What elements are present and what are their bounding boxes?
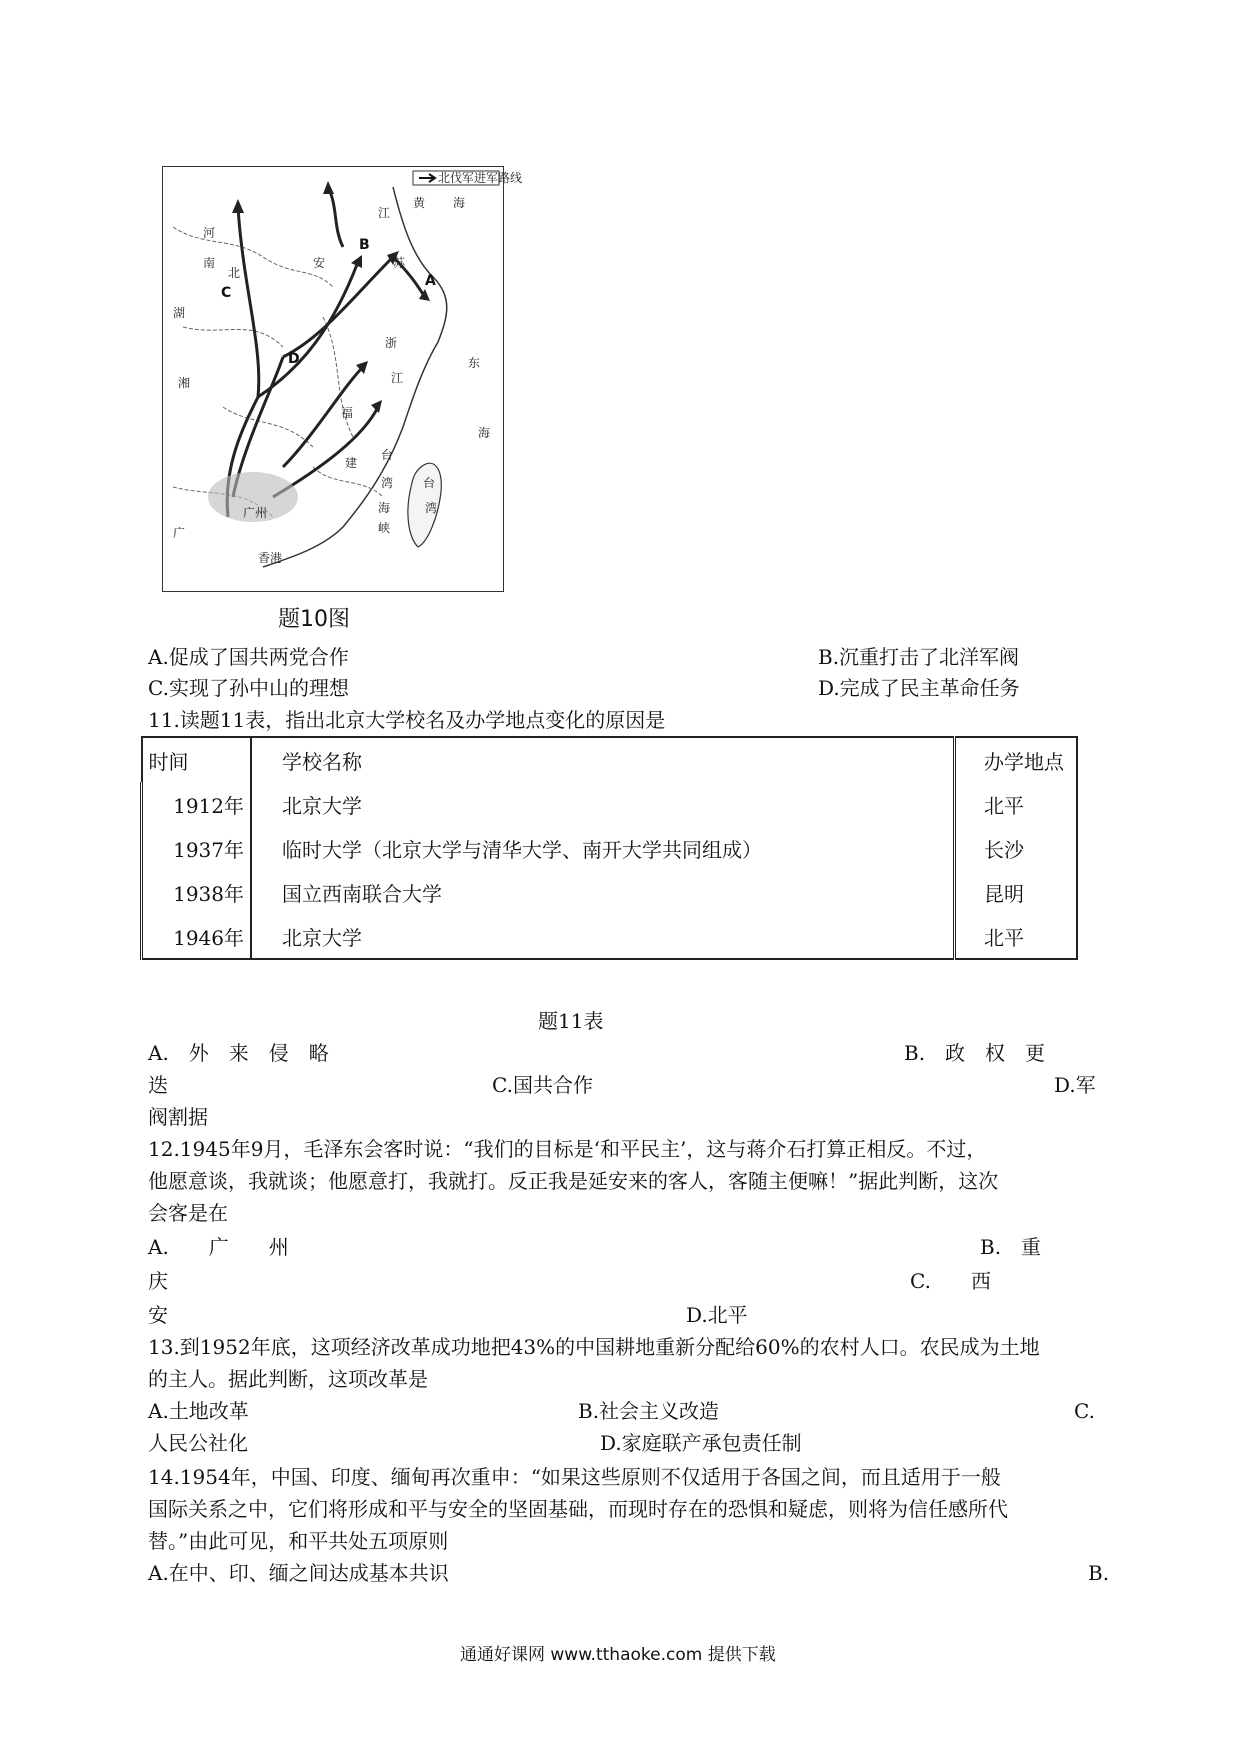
q11-option-d: D.军	[1054, 1073, 1096, 1097]
q11-stem: 11.读题11表，指出北京大学校名及办学地点变化的原因是	[148, 708, 666, 732]
q12-option-a: A. 广 州	[148, 1235, 289, 1259]
label-bei: 北	[228, 266, 241, 280]
q10-option-b: B.沉重打击了北洋军阀	[818, 645, 1020, 669]
label-wan: 湾	[381, 476, 394, 490]
q12-option-b-cont: 庆	[148, 1269, 168, 1293]
map-point-c: C	[221, 285, 232, 301]
label-tai2: 台	[423, 476, 436, 490]
q10-option-a: A.促成了国共两党合作	[148, 645, 349, 669]
q14-option-b: B.	[1088, 1561, 1110, 1585]
map-caption: 题10图	[278, 607, 350, 632]
q13-option-c: C.	[1074, 1399, 1095, 1423]
map-point-d: D	[288, 351, 300, 367]
table-row	[142, 870, 1078, 914]
q12-option-c: C. 西	[910, 1269, 991, 1293]
label-fu: 福	[341, 406, 354, 420]
q11-option-b-cont: 迭	[148, 1073, 168, 1097]
q13-option-b: B.社会主义改造	[578, 1399, 720, 1423]
label-su: 苏	[393, 256, 406, 270]
cell-place: 长沙	[984, 837, 1024, 862]
cell-name: 临时大学（北京大学与清华大学、南开大学共同组成）	[251, 826, 955, 870]
map-point-b: B	[359, 237, 370, 253]
q11-table	[140, 736, 1078, 960]
q11-option-b: B. 政 权 更	[904, 1041, 1046, 1065]
q12-option-c-cont: 安	[148, 1303, 168, 1327]
label-guang: 广	[173, 526, 186, 540]
label-xianggang: 香港	[258, 551, 283, 565]
q12-option-d: D.北平	[686, 1303, 748, 1327]
q12-line-3: 会客是在	[148, 1201, 228, 1225]
q10-option-c: C.实现了孙中山的理想	[148, 676, 349, 700]
cell-name: 北京大学	[251, 782, 955, 826]
header-name: 学校名称	[251, 737, 955, 782]
q12-option-b: B. 重	[980, 1235, 1042, 1259]
label-henan: 河	[203, 226, 216, 240]
q10-option-d: D.完成了民主革命任务	[818, 676, 1020, 700]
label-xia: 峡	[378, 521, 391, 535]
q11-table-caption: 题11表	[538, 1009, 604, 1033]
header-time: 时间	[142, 737, 252, 782]
cell-name: 国立西南联合大学	[251, 870, 955, 914]
q11-option-a: A. 外 来 侵 略	[148, 1041, 329, 1065]
label-tai: 台	[381, 448, 394, 462]
q11-option-d-cont: 阀割据	[148, 1105, 208, 1129]
header-place: 办学地点	[984, 749, 1064, 774]
page-footer: 通通好课网 www.tthaoke.com 提供下载	[460, 1645, 776, 1665]
q13-option-a: A.土地改革	[148, 1399, 249, 1423]
label-jian: 建	[345, 456, 358, 470]
q14-line-1: 14.1954年，中国、印度、缅甸再次重申：“如果这些原则不仅适用于各国之间，而且适用于一般	[148, 1465, 1001, 1489]
map-legend-text: 北伐军进军路线	[438, 171, 523, 185]
expedition-routes	[227, 187, 425, 517]
cell-time: 1938年	[142, 870, 252, 914]
label-hai3: 海	[378, 501, 391, 515]
table-row	[142, 914, 1078, 959]
cell-place: 北平	[984, 925, 1024, 950]
label-guangzhou: 广州	[243, 506, 268, 520]
cell-place: 北平	[984, 793, 1024, 818]
q13-option-d: D.家庭联产承包责任制	[600, 1431, 802, 1455]
cell-place: 昆明	[984, 881, 1024, 906]
table-header-row	[142, 737, 1078, 782]
q14-line-3: 替。”由此可见，和平共处五项原则	[148, 1529, 449, 1553]
label-xiang: 湘	[178, 376, 191, 390]
map-point-a: A	[425, 273, 436, 289]
label-huang: 黄	[413, 196, 426, 210]
q12-line-2: 他愿意谈，我就谈；他愿意打，我就打。反正我是延安来的客人，客随主便嘛！”据此判断，这次	[148, 1169, 999, 1193]
cell-name: 北京大学	[251, 914, 955, 959]
label-jiang: 江	[378, 206, 391, 220]
label-hu: 湖	[173, 306, 186, 320]
cell-time: 1937年	[142, 826, 252, 870]
label-wan2: 湾	[425, 501, 438, 515]
q13-line-2: 的主人。据此判断，这项改革是	[148, 1367, 428, 1391]
q11-option-c: C.国共合作	[492, 1073, 593, 1097]
label-zhe: 浙	[385, 336, 398, 350]
label-hai1: 海	[453, 196, 466, 210]
label-hai2: 海	[478, 426, 491, 440]
northern-expedition-map	[163, 167, 523, 591]
map-figure	[162, 166, 523, 592]
label-nan: 南	[203, 256, 216, 270]
label-dong: 东	[468, 356, 481, 370]
cell-time: 1946年	[142, 914, 252, 959]
cell-time: 1912年	[142, 782, 252, 826]
q13-option-c-cont: 人民公社化	[148, 1431, 248, 1455]
label-jiang2: 江	[391, 371, 404, 385]
q13-line-1: 13.到1952年底，这项经济改革成功地把43%的中国耕地重新分配给60%的农村人口。农民成为土地	[148, 1335, 1040, 1359]
label-an: 安	[313, 256, 326, 270]
q12-line-1: 12.1945年9月，毛泽东会客时说：“我们的目标是‘和平民主’，这与蒋介石打算正相反。不过，	[148, 1137, 987, 1161]
table-row	[142, 826, 1078, 870]
q14-option-a: A.在中、印、缅之间达成基本共识	[148, 1561, 449, 1585]
q14-line-2: 国际关系之中，它们将形成和平与安全的坚固基础，而现时存在的恐惧和疑虑，则将为信任感所代	[148, 1497, 1008, 1521]
table-row	[142, 782, 1078, 826]
